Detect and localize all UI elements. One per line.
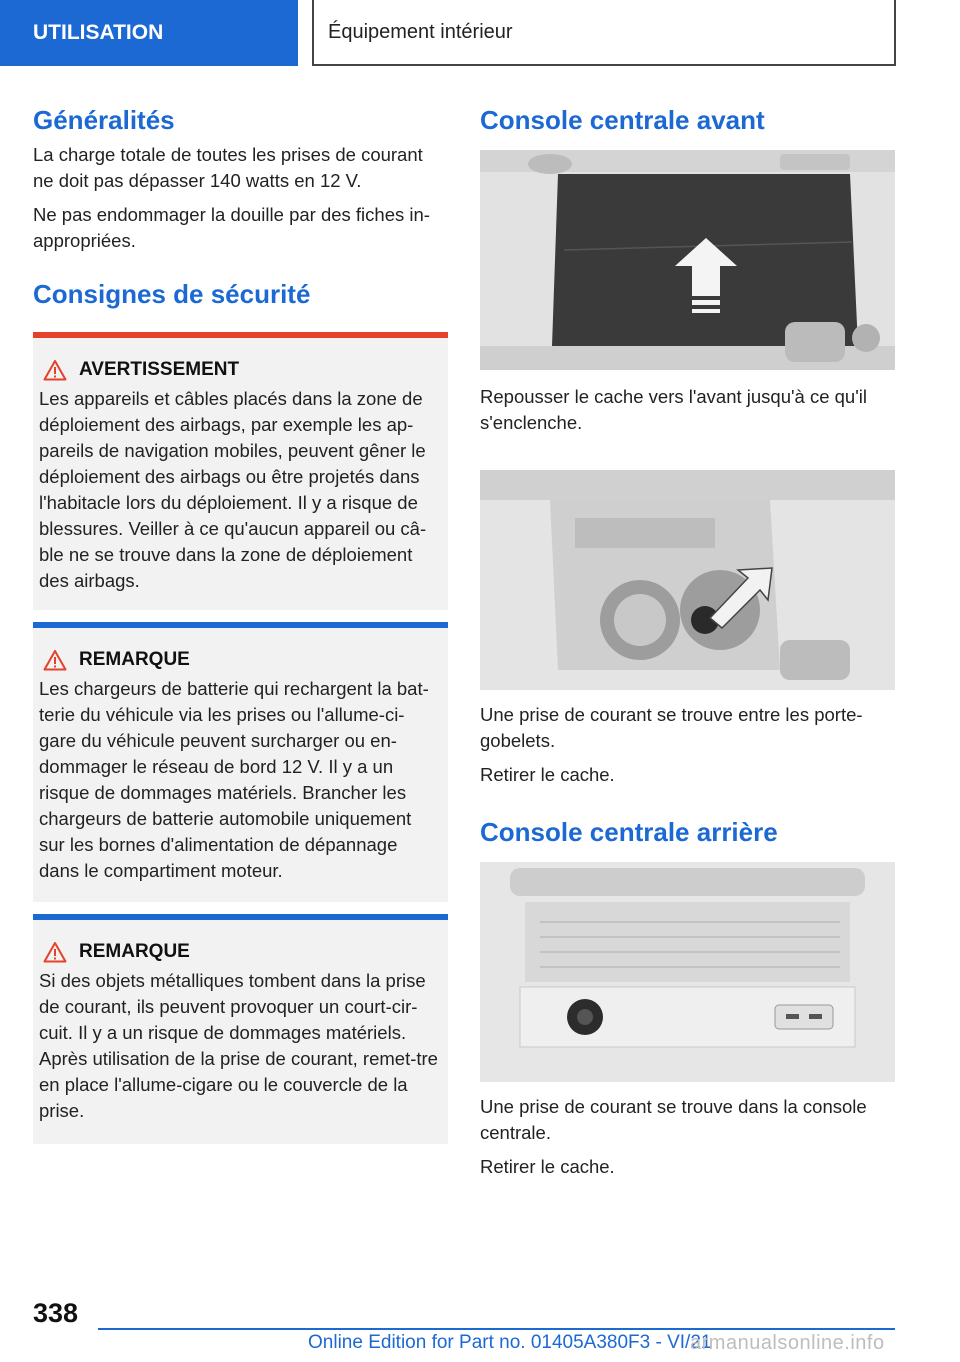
heading-consignes: Consignes de sécurité: [33, 279, 311, 309]
warning-box: [33, 332, 448, 610]
note-label-2: REMARQUE: [79, 941, 190, 962]
left-column: [33, 100, 448, 1144]
section-label: UTILISATION: [33, 21, 164, 44]
note-box-1: [33, 622, 448, 902]
section-tab: [0, 0, 298, 66]
paragraph-socket-damage: Ne pas endommager la douille par des fiches in-appropriées.: [33, 204, 430, 251]
figure-cupholder-socket: [480, 470, 895, 690]
warning-label: AVERTISSEMENT: [79, 359, 240, 380]
heading-console-arriere: Console centrale arrière: [480, 817, 778, 847]
warning-triangle-icon: [43, 649, 67, 671]
note-header-2: [39, 938, 438, 966]
note-header-1: [39, 646, 438, 674]
note-box-2: [33, 914, 448, 1144]
front-console-cover-illustration: [480, 150, 895, 370]
heading-generalites: Généralités: [33, 105, 175, 135]
heading-console-avant: Console centrale avant: [480, 105, 765, 135]
caption-remove-cover-1: Retirer le cache.: [480, 764, 615, 785]
paragraph-total-charge: La charge totale de toutes les prises de courant ne doit pas dépasser 140 watts en 12 V.: [33, 144, 423, 191]
figure-front-console-cover: [480, 150, 895, 370]
warning-header: [39, 356, 438, 384]
chapter-title: [312, 0, 896, 66]
note-text-1: Les chargeurs de batterie qui rechargent la bat-terie du véhicule via les prises ou l'allume-ci-gare du véhicule peuvent surcharger ou en-dommager le réseau de bord 12 V. Il y a un risque de dommages matériels. Brancher les chargeurs de batterie automobile uniquement sur les bornes d'alimentation de dépannage dans le compartiment moteur.: [39, 678, 429, 881]
note-label-1: REMARQUE: [79, 649, 190, 670]
footer-divider: [98, 1328, 895, 1330]
warning-triangle-icon: [43, 359, 67, 381]
caption-socket-rear-console: Une prise de courant se trouve dans la console centrale.: [480, 1096, 867, 1143]
caption-remove-cover-2: Retirer le cache.: [480, 1156, 615, 1177]
warning-text: Les appareils et câbles placés dans la zone de déploiement des airbags, par exemple les ap-pareils de navigation mobiles, peuvent gêner le déploiement des airbags ou être projetés dans l'habitacle lors du déploiement. Il y a risque de blessures. Veiller à ce qu'aucun appareil ou câ-ble ne se trouve dans la zone de déploiement des airbags.: [39, 388, 427, 591]
warning-triangle-icon: [43, 941, 67, 963]
note-text-2: Si des objets métalliques tombent dans la prise de courant, ils peuvent provoquer un court-cir-cuit. Il y a un risque de dommages matériels. Après utilisation de la prise de courant, remet-tre en place l'allume-cigare ou le couvercle de la prise.: [39, 970, 438, 1121]
watermark: armanualsonline.info: [690, 1332, 885, 1354]
rear-console-socket-illustration: [480, 862, 895, 1082]
page-number: 338: [33, 1298, 79, 1328]
figure-rear-console-socket: [480, 862, 895, 1082]
right-column: [480, 100, 895, 1180]
cupholder-socket-illustration: [480, 470, 895, 690]
edition-info: Online Edition for Part no. 01405A380F3 - VI/21: [308, 1332, 712, 1353]
caption-socket-between-cupholders: Une prise de courant se trouve entre les porte-gobelets.: [480, 704, 863, 751]
caption-push-cover: Repousser le cache vers l'avant jusqu'à ce qu'il s'enclenche.: [480, 386, 867, 433]
chapter-title-text: Équipement intérieur: [328, 20, 513, 43]
